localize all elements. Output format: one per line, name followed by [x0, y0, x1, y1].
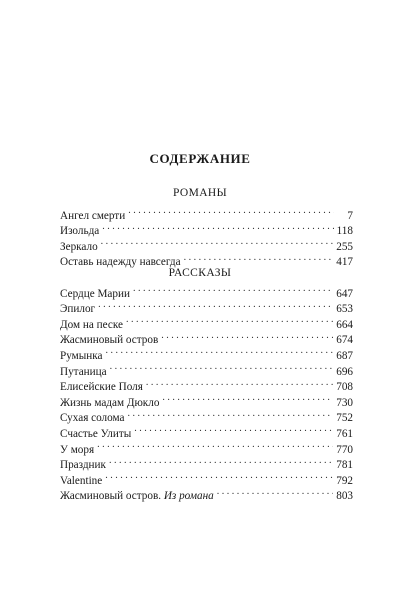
stories-list [60, 281, 353, 503]
toc-entry-title [60, 411, 127, 427]
dot-leader [102, 219, 333, 235]
toc-entry-page: 803 [336, 490, 353, 503]
toc-entry-title-text: Праздник [60, 459, 106, 472]
toc-entry-page: 7 [347, 209, 353, 222]
toc-entry-title-text: Оставь надежду навсегда [60, 256, 181, 269]
toc-entry-title-text: Елисейские Поля [60, 381, 143, 394]
toc-entry-title [60, 458, 109, 474]
toc-entry-page: 708 [336, 381, 353, 394]
dot-leader [162, 390, 333, 406]
dot-leader [133, 281, 333, 297]
toc-entry-page: 664 [336, 318, 353, 331]
toc-entry-title-text: Румынка [60, 349, 103, 362]
dot-leader [134, 421, 333, 437]
dot-leader [101, 234, 334, 250]
toc-entry-title-text: У моря [60, 443, 95, 456]
toc-entry-page: 687 [336, 349, 353, 362]
toc-entry-page: 696 [336, 365, 353, 378]
toc-entry-title-text: Сухая солома [60, 412, 125, 425]
novels-list [60, 203, 353, 269]
toc-entry-page: 647 [336, 287, 353, 300]
toc-entry-title-text: Valentine [60, 474, 103, 487]
toc-entry-page: 255 [336, 240, 353, 253]
dot-leader [128, 203, 334, 219]
toc-entry [60, 250, 353, 269]
section-heading-novels: РОМАНЫ [172, 187, 228, 199]
toc-entry-title-text: Ангел смерти [60, 209, 126, 222]
toc-entry-title [60, 443, 97, 459]
toc-entry-title [60, 365, 110, 381]
toc-entry [60, 453, 353, 472]
toc-entry-page: 770 [336, 443, 353, 456]
toc-entry [60, 219, 353, 238]
dot-leader [98, 297, 333, 313]
toc-entry-title-text: Зеркало [60, 240, 98, 253]
toc-entry-title [60, 489, 217, 505]
toc-entry-title-text: Жизнь мадам Дюкло [60, 396, 160, 409]
toc-entry-title-text: Жасминовый остров [60, 334, 159, 347]
toc-entry-page: 792 [336, 474, 353, 487]
dot-leader [105, 468, 333, 484]
dot-leader [109, 453, 333, 469]
toc-entry [60, 312, 353, 331]
toc-entry-title-text: Путаница [60, 365, 107, 378]
toc-entry-page: 674 [336, 334, 353, 347]
dot-leader [217, 484, 333, 500]
toc-entry-page: 752 [336, 412, 353, 425]
toc-entry-title [60, 318, 126, 334]
dot-leader [127, 406, 333, 422]
toc-entry-page: 118 [336, 225, 353, 238]
toc-entry-page: 653 [336, 303, 353, 316]
toc-title: СОДЕРЖАНИЕ [149, 151, 251, 166]
toc-entry-page: 730 [336, 396, 353, 409]
dot-leader [184, 250, 334, 266]
toc-entry [60, 203, 353, 222]
dot-leader [126, 312, 333, 328]
toc-entry-title [60, 302, 98, 318]
toc-entry-title-italic: Из романа [163, 490, 214, 503]
dot-leader [97, 437, 333, 453]
toc-entry-title-text: Эпилог [60, 303, 96, 316]
toc-entry-title-text: Счастье Улиты [60, 427, 132, 440]
toc-entry-page: 781 [336, 459, 353, 472]
dot-leader [105, 343, 333, 359]
section-heading-stories: РАССКАЗЫ [168, 267, 232, 279]
toc-entry-title-text: Жасминовый остров. [60, 490, 164, 503]
dot-leader [161, 328, 333, 344]
toc-entry-title-text: Сердце Марии [60, 287, 130, 300]
toc-entry-title-text: Изольда [60, 225, 100, 238]
toc-entry-title [60, 474, 105, 490]
dot-leader [146, 375, 333, 391]
toc-entry-title [60, 224, 102, 240]
toc-entry-title [60, 349, 105, 365]
toc-entry-page: 761 [336, 427, 353, 440]
toc-entry [60, 281, 353, 300]
toc-entry [60, 437, 353, 456]
toc-entry [60, 234, 353, 253]
toc-entry-page: 417 [336, 256, 353, 269]
dot-leader [110, 359, 334, 375]
toc-entry-title [60, 240, 101, 256]
toc-entry-title [60, 380, 146, 396]
toc-entry-title-text: Дом на песке [60, 318, 123, 331]
toc-entry [60, 297, 353, 316]
